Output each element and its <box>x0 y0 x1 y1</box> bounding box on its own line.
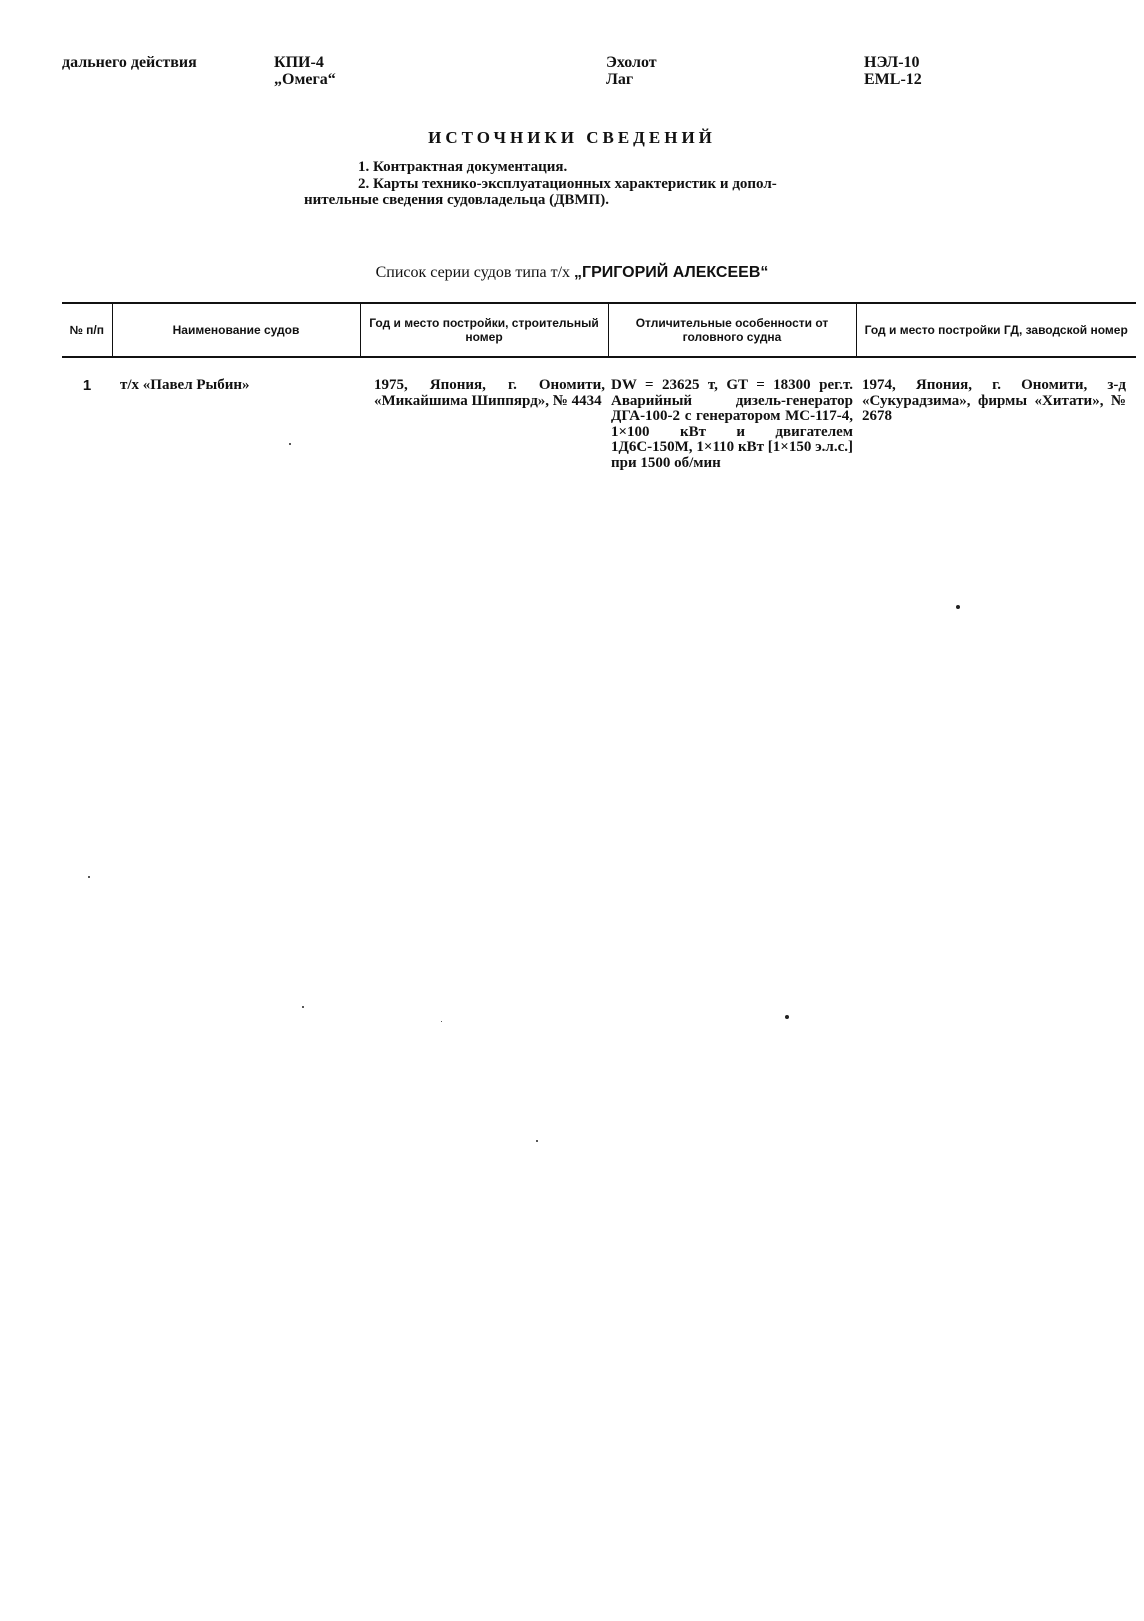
header-engine-build: Год и место постройки ГД, заводской номер <box>856 303 1136 357</box>
top-text-kpi <box>274 54 336 88</box>
table-header-row <box>62 303 1136 357</box>
scan-speck <box>785 1015 789 1019</box>
header-build-year-place: Год и место постройки, строительный номер <box>360 303 608 357</box>
table-row <box>62 357 1136 471</box>
cell-number: 1 <box>82 377 92 394</box>
sources-item-2-line1: 2. Карты технико-эксплуатационных характеристик и допол- <box>358 176 777 192</box>
cell-distinctive-features: DW = 23625 т, GT = 18300 рег.т. Аварийный дизель-генератор ДГА-100-2 с генератором МС-117-4, 1×100 кВт и двигателем 1Д6С-150М, 1×110 кВт [1×150 э.л.с.] при 1500 об/мин <box>611 377 853 471</box>
sources-item-1: 1. Контрактная документация. <box>358 159 568 175</box>
scan-speck <box>956 605 960 609</box>
series-list-title-prefix: Список серии судов типа т/х <box>375 264 575 281</box>
top-text-kpi-line1: КПИ-4 <box>274 54 324 71</box>
series-list-title <box>0 264 1144 282</box>
sources-heading: ИСТОЧНИКИ СВЕДЕНИЙ <box>428 128 716 147</box>
cell-engine-build: 1974, Япония, г. Ономити, з-д «Сукурадзима», фирмы «Хитати», № 2678 <box>862 377 1126 424</box>
scan-speck <box>536 1140 538 1142</box>
top-text-echo-line1: Эхолот <box>606 54 657 71</box>
scan-speck <box>441 1021 442 1022</box>
sources-item-2-line2: нительные сведения судовладельца (ДВМП). <box>304 192 609 208</box>
scan-speck <box>302 1006 304 1008</box>
header-ship-name: Наименование судов <box>112 303 360 357</box>
header-number: № п/п <box>62 303 112 357</box>
top-text-models <box>864 54 922 88</box>
top-text-echo <box>606 54 657 88</box>
top-text-models-line2: EML-12 <box>864 71 922 88</box>
ship-series-table <box>62 302 1136 471</box>
top-text-kpi-line2: „Омега“ <box>274 71 336 88</box>
scan-speck <box>289 443 291 445</box>
top-text-models-line1: НЭЛ-10 <box>864 54 920 71</box>
cell-build-year-place: 1975, Япония, г. Ономити, «Микайшима Шиппярд», № 4434 <box>374 377 605 409</box>
scan-speck <box>88 876 90 878</box>
header-distinctive-features: Отличительные особенности от головного судна <box>608 303 856 357</box>
top-text-echo-line2: Лаг <box>606 71 634 88</box>
top-text-range: дальнего действия <box>62 54 197 71</box>
cell-ship-name: т/х «Павел Рыбин» <box>120 377 250 393</box>
series-list-title-name: „ГРИГОРИЙ АЛЕКСЕЕВ“ <box>574 264 769 281</box>
